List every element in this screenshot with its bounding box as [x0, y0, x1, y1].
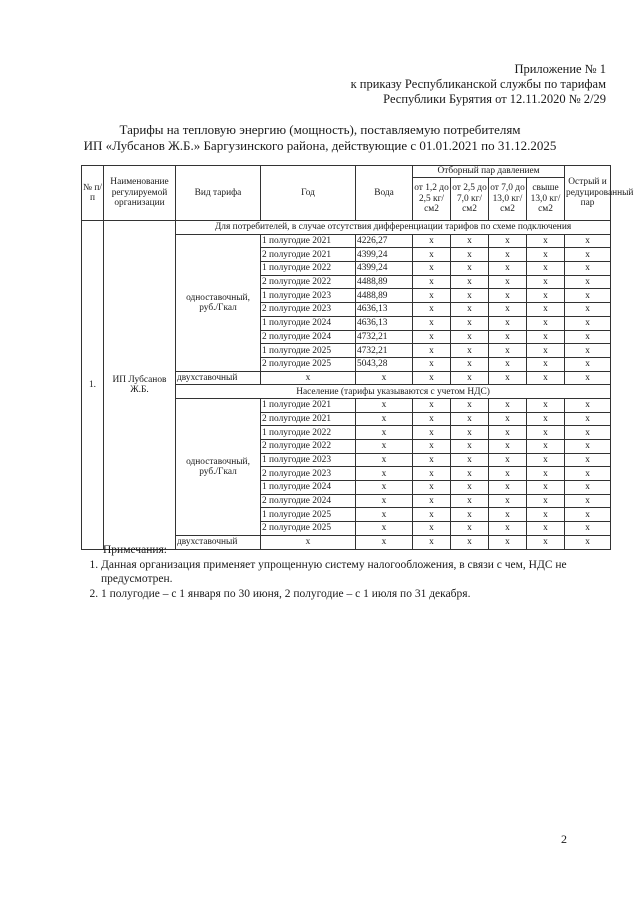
- steam-value: x: [527, 494, 565, 508]
- steam-value: x: [565, 344, 611, 358]
- steam-value: x: [489, 275, 527, 289]
- steam-value: x: [565, 453, 611, 467]
- col-header-year: Год: [261, 166, 356, 221]
- col-header-sharp-steam: Острый и редуцированный пар: [565, 166, 611, 221]
- steam-value: x: [565, 371, 611, 385]
- steam-value: x: [489, 535, 527, 549]
- steam-value: x: [451, 330, 489, 344]
- steam-value: x: [413, 234, 451, 248]
- steam-value: x: [413, 275, 451, 289]
- steam-value: x: [565, 398, 611, 412]
- steam-value: x: [489, 426, 527, 440]
- steam-value: x: [451, 494, 489, 508]
- period-cell: 2 полугодие 2025: [261, 357, 356, 371]
- steam-value: x: [413, 371, 451, 385]
- period-cell: 2 полугодие 2021: [261, 248, 356, 262]
- steam-value: x: [261, 371, 356, 385]
- steam-value: x: [489, 330, 527, 344]
- appendix-order-ref: к приказу Республиканской службы по тарифам: [350, 77, 606, 91]
- col-header-org: Наименование регулируемой организации: [104, 166, 176, 221]
- appendix-header: [351, 62, 606, 107]
- title-line-2: ИП «Лубсанов Ж.Б.» Баргузинского района, действующие с 01.01.2021 по 31.12.2025: [83, 138, 557, 153]
- water-value: 4732,21: [356, 330, 413, 344]
- steam-value: x: [565, 316, 611, 330]
- steam-value: x: [527, 303, 565, 317]
- tariff-type-single: одноставочный, руб./Гкал: [176, 234, 261, 371]
- steam-value: x: [413, 467, 451, 481]
- steam-value: x: [413, 330, 451, 344]
- steam-value: x: [413, 494, 451, 508]
- tariff-type-two-part: двухставочный: [176, 535, 261, 549]
- col-header-num: № п/п: [82, 166, 104, 221]
- water-value: x: [356, 508, 413, 522]
- steam-value: x: [527, 522, 565, 536]
- period-cell: 1 полугодие 2023: [261, 289, 356, 303]
- steam-value: x: [489, 234, 527, 248]
- col-header-p4: свыше 13,0 кг/см2: [527, 178, 565, 221]
- steam-value: x: [527, 330, 565, 344]
- steam-value: x: [527, 412, 565, 426]
- steam-value: x: [489, 398, 527, 412]
- steam-value: x: [565, 508, 611, 522]
- period-cell: 2 полугодие 2022: [261, 275, 356, 289]
- steam-value: x: [527, 371, 565, 385]
- steam-value: x: [413, 426, 451, 440]
- tariff-type-two-part: двухставочный: [176, 371, 261, 385]
- col-header-p2: от 2,5 до 7,0 кг/см2: [451, 178, 489, 221]
- steam-value: x: [451, 344, 489, 358]
- steam-value: x: [565, 522, 611, 536]
- steam-value: x: [451, 248, 489, 262]
- steam-value: x: [527, 289, 565, 303]
- water-value: 4399,24: [356, 248, 413, 262]
- organization-name: ИП Лубсанов Ж.Б.: [104, 221, 176, 550]
- steam-value: x: [565, 357, 611, 371]
- steam-value: x: [261, 535, 356, 549]
- steam-value: x: [489, 357, 527, 371]
- steam-value: x: [489, 412, 527, 426]
- water-value: 4488,89: [356, 275, 413, 289]
- water-value: x: [356, 494, 413, 508]
- steam-value: x: [527, 344, 565, 358]
- steam-value: x: [527, 357, 565, 371]
- col-header-tariff-type: Вид тарифа: [176, 166, 261, 221]
- steam-value: x: [527, 440, 565, 454]
- steam-value: x: [527, 262, 565, 276]
- page-number: 2: [561, 832, 567, 846]
- steam-value: x: [565, 303, 611, 317]
- steam-value: x: [451, 440, 489, 454]
- section-caption: Население (тарифы указываются с учетом НДС): [176, 385, 611, 399]
- notes-list: [81, 558, 611, 602]
- steam-value: x: [451, 316, 489, 330]
- steam-value: x: [413, 508, 451, 522]
- steam-value: x: [489, 303, 527, 317]
- steam-value: x: [413, 262, 451, 276]
- steam-value: x: [565, 467, 611, 481]
- period-cell: 1 полугодие 2021: [261, 398, 356, 412]
- period-cell: 2 полугодие 2022: [261, 440, 356, 454]
- water-value: 4399,24: [356, 262, 413, 276]
- col-header-steam-group: Отборный пар давлением: [413, 166, 565, 178]
- period-cell: 1 полугодие 2024: [261, 481, 356, 495]
- period-cell: 2 полугодие 2024: [261, 494, 356, 508]
- steam-value: x: [451, 262, 489, 276]
- steam-value: x: [565, 426, 611, 440]
- steam-value: x: [413, 412, 451, 426]
- title-line-1: Тарифы на тепловую энергию (мощность), поставляемую потребителям: [119, 122, 521, 137]
- water-value: 4732,21: [356, 344, 413, 358]
- water-value: x: [356, 398, 413, 412]
- steam-value: x: [413, 522, 451, 536]
- steam-value: x: [527, 467, 565, 481]
- note-item: 1. Данная организация применяет упрощенную систему налогообложения, в связи с чем, НДС не предусмотрен.: [101, 558, 611, 587]
- water-value: 4488,89: [356, 289, 413, 303]
- steam-value: x: [565, 494, 611, 508]
- period-cell: 1 полугодие 2023: [261, 453, 356, 467]
- steam-value: x: [565, 440, 611, 454]
- period-cell: 2 полугодие 2025: [261, 522, 356, 536]
- steam-value: x: [565, 262, 611, 276]
- steam-value: x: [413, 248, 451, 262]
- steam-value: x: [413, 344, 451, 358]
- notes-heading: Примечания:: [103, 544, 167, 556]
- steam-value: x: [489, 467, 527, 481]
- col-header-p3: от 7,0 до 13,0 кг/см2: [489, 178, 527, 221]
- steam-value: x: [489, 262, 527, 276]
- steam-value: x: [489, 440, 527, 454]
- steam-value: x: [489, 522, 527, 536]
- steam-value: x: [565, 248, 611, 262]
- steam-value: x: [413, 303, 451, 317]
- steam-value: x: [489, 508, 527, 522]
- steam-value: x: [565, 289, 611, 303]
- col-header-p1: от 1,2 до 2,5 кг/см2: [413, 178, 451, 221]
- tariff-table: [81, 165, 634, 550]
- steam-value: x: [451, 234, 489, 248]
- steam-value: x: [565, 412, 611, 426]
- steam-value: x: [356, 535, 413, 549]
- steam-value: x: [451, 453, 489, 467]
- steam-value: x: [565, 481, 611, 495]
- water-value: x: [356, 412, 413, 426]
- steam-value: x: [527, 234, 565, 248]
- section-caption-row: [82, 221, 611, 235]
- water-value: x: [356, 453, 413, 467]
- steam-value: x: [413, 398, 451, 412]
- steam-value: x: [451, 303, 489, 317]
- col-header-water: Вода: [356, 166, 413, 221]
- steam-value: x: [451, 289, 489, 303]
- period-cell: 2 полугодие 2023: [261, 303, 356, 317]
- water-value: x: [356, 440, 413, 454]
- steam-value: x: [489, 453, 527, 467]
- steam-value: x: [527, 453, 565, 467]
- period-cell: 1 полугодие 2025: [261, 508, 356, 522]
- steam-value: x: [413, 535, 451, 549]
- water-value: 4636,13: [356, 303, 413, 317]
- row-number: 1.: [82, 221, 104, 550]
- steam-value: x: [527, 535, 565, 549]
- steam-value: x: [413, 357, 451, 371]
- steam-value: x: [489, 494, 527, 508]
- steam-value: x: [565, 234, 611, 248]
- steam-value: x: [527, 481, 565, 495]
- water-value: x: [356, 467, 413, 481]
- steam-value: x: [451, 371, 489, 385]
- steam-value: x: [451, 522, 489, 536]
- water-value: x: [356, 522, 413, 536]
- steam-value: x: [527, 508, 565, 522]
- appendix-order-date: Республики Бурятия от 12.11.2020 № 2/29: [383, 92, 606, 106]
- water-value: 4226,27: [356, 234, 413, 248]
- steam-value: x: [451, 357, 489, 371]
- steam-value: x: [527, 248, 565, 262]
- steam-value: x: [413, 453, 451, 467]
- steam-value: x: [413, 481, 451, 495]
- steam-value: x: [451, 467, 489, 481]
- steam-value: x: [451, 398, 489, 412]
- water-value: 5043,28: [356, 357, 413, 371]
- steam-value: x: [451, 275, 489, 289]
- steam-value: x: [413, 289, 451, 303]
- period-cell: 1 полугодие 2025: [261, 344, 356, 358]
- water-value: x: [356, 426, 413, 440]
- period-cell: 2 полугодие 2021: [261, 412, 356, 426]
- section-caption: Для потребителей, в случае отсутствия дифференциации тарифов по схеме подключения: [176, 221, 611, 235]
- steam-value: x: [451, 535, 489, 549]
- steam-value: x: [356, 371, 413, 385]
- steam-value: x: [413, 316, 451, 330]
- steam-value: x: [489, 481, 527, 495]
- period-cell: 2 полугодие 2023: [261, 467, 356, 481]
- appendix-title: Приложение № 1: [514, 62, 606, 76]
- steam-value: x: [413, 440, 451, 454]
- steam-value: x: [451, 508, 489, 522]
- tariff-table-body: [82, 221, 611, 550]
- steam-value: x: [565, 330, 611, 344]
- steam-value: x: [565, 535, 611, 549]
- tariff-type-single: одноставочный, руб./Гкал: [176, 398, 261, 535]
- steam-value: x: [489, 371, 527, 385]
- period-cell: 1 полугодие 2022: [261, 426, 356, 440]
- steam-value: x: [451, 481, 489, 495]
- steam-value: x: [451, 412, 489, 426]
- steam-value: x: [527, 275, 565, 289]
- notes: [81, 543, 611, 601]
- note-item: 2. 1 полугодие – с 1 января по 30 июня, 2 полугодие – с 1 июля по 31 декабря.: [101, 587, 611, 602]
- steam-value: x: [527, 426, 565, 440]
- steam-value: x: [489, 316, 527, 330]
- period-cell: 1 полугодие 2024: [261, 316, 356, 330]
- document-title: [0, 122, 640, 154]
- period-cell: 2 полугодие 2024: [261, 330, 356, 344]
- steam-value: x: [527, 398, 565, 412]
- steam-value: x: [527, 316, 565, 330]
- steam-value: x: [489, 344, 527, 358]
- steam-value: x: [451, 426, 489, 440]
- period-cell: 1 полугодие 2021: [261, 234, 356, 248]
- steam-value: x: [565, 275, 611, 289]
- steam-value: x: [489, 248, 527, 262]
- period-cell: 1 полугодие 2022: [261, 262, 356, 276]
- water-value: 4636,13: [356, 316, 413, 330]
- water-value: x: [356, 481, 413, 495]
- steam-value: x: [489, 289, 527, 303]
